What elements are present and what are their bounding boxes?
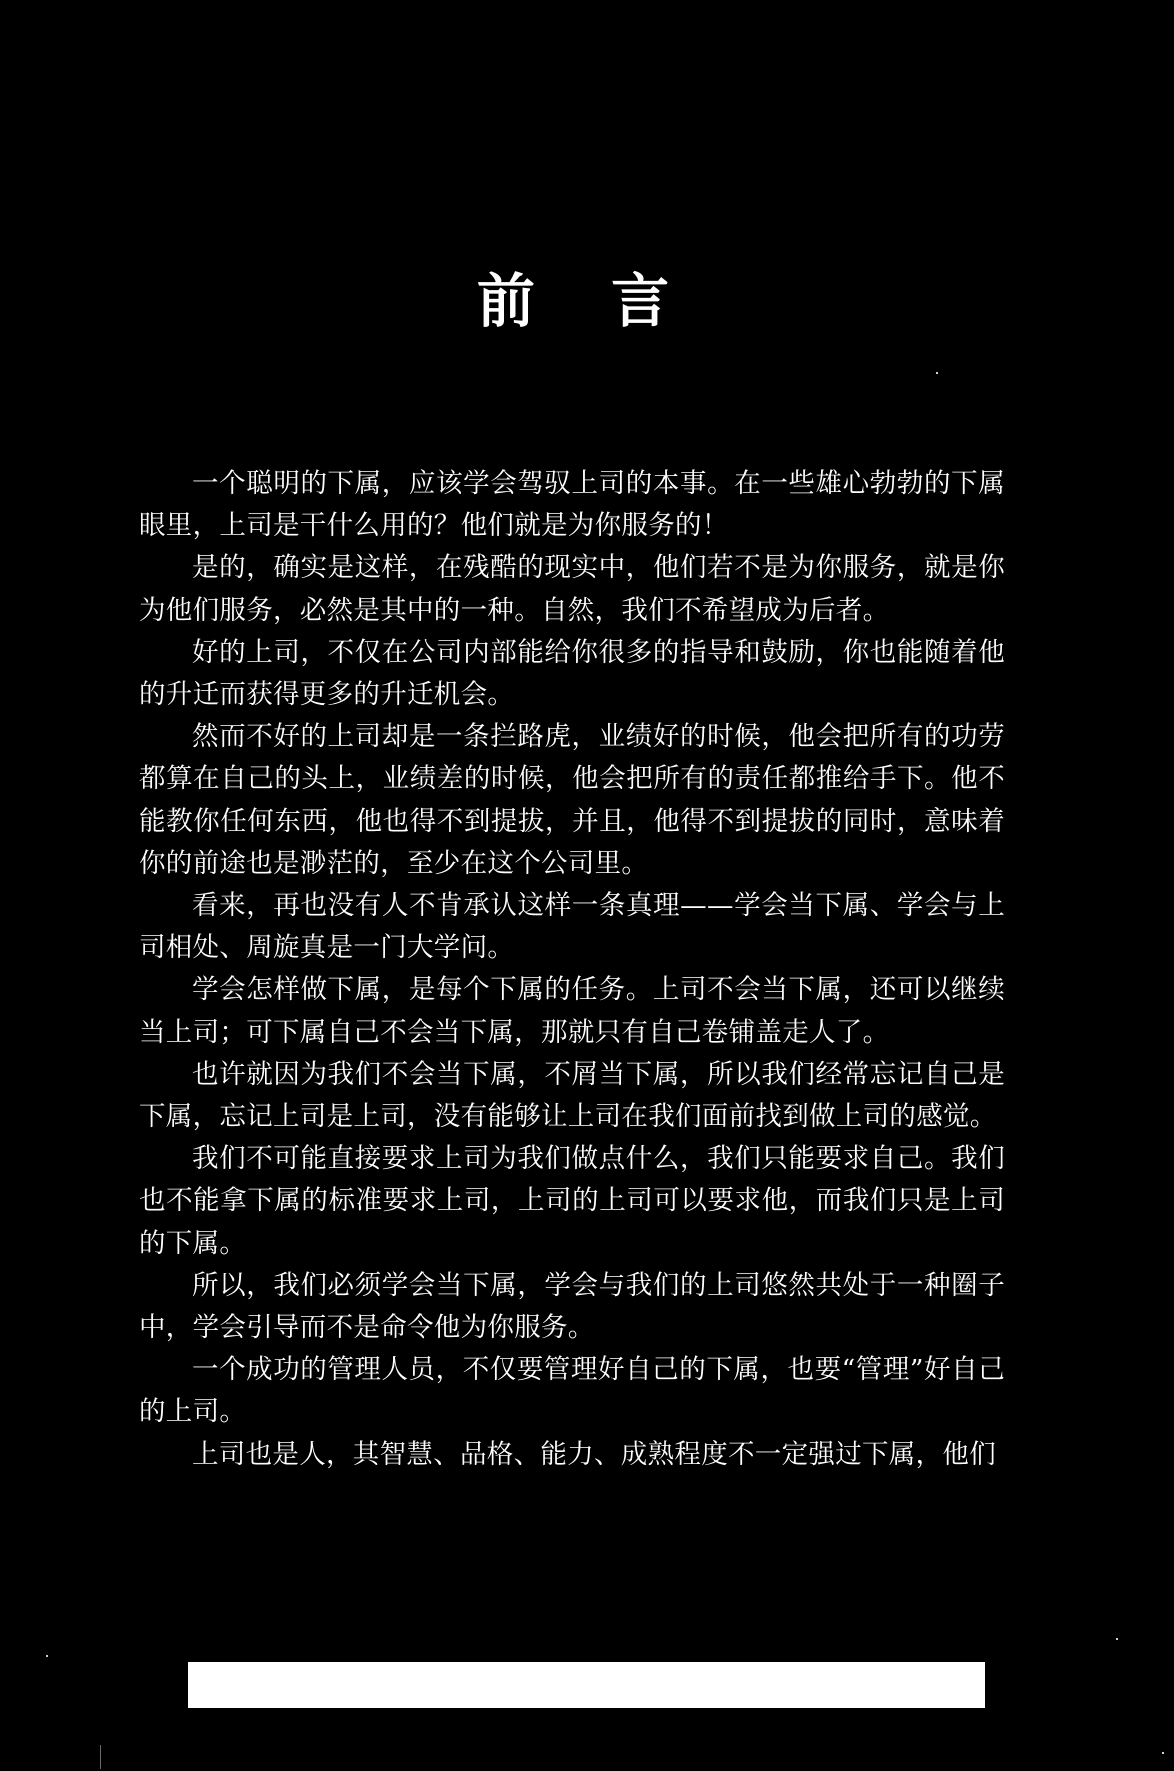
scan-edge-line	[100, 1745, 101, 1769]
paragraph: 一个成功的管理人员，不仅要管理好自己的下属，也要“管理”好自己的上司。	[139, 1354, 1005, 1428]
paragraph: 好的上司，不仅在公司内部能给你很多的指导和鼓励，你也能随着他的升迁而获得更多的升迁机会。	[139, 636, 1005, 711]
paragraph: 是的，确实是这样，在残酷的现实中，他们若不是为你服务，就是你为他们服务，必然是其中的一种。自然，我们不希望成为后者。	[139, 552, 1005, 626]
paragraph: 我们不可能直接要求上司为我们做点什么，我们只能要求自己。我们也不能拿下属的标准要求上司，上司的上司可以要求他，而我们只是上司的下属。	[139, 1143, 1005, 1259]
preface-body	[139, 463, 1005, 1476]
paragraph: 看来，再也没有人不肯承认这样一条真理——学会当下属、学会与上司相处、周旋真是一门大学问。	[139, 890, 1005, 964]
page-title: 前 言	[476, 267, 698, 335]
scan-speck	[46, 1655, 48, 1657]
scan-speck	[1116, 1638, 1118, 1640]
paragraph: 一个聪明的下属，应该学会驾驭上司的本事。在一些雄心勃勃的下属眼里，上司是干什么用的？他们就是为你服务的！	[139, 468, 1005, 542]
scan-speck	[936, 372, 938, 374]
paragraph: 上司也是人，其智慧、品格、能力、成熟程度不一定强过下属，他们	[192, 1438, 996, 1470]
paragraph: 所以，我们必须学会当下属，学会与我们的上司悠然共处于一种圈子中，学会引导而不是命令他为你服务。	[139, 1269, 1005, 1344]
footer-bar	[188, 1662, 985, 1708]
paragraph: 学会怎样做下属，是每个下属的任务。上司不会当下属，还可以继续当上司；可下属自己不会当下属，那就只有自己卷铺盖走人了。	[139, 974, 1005, 1048]
paragraph: 也许就因为我们不会当下属，不屑当下属，所以我们经常忘记自己是下属，忘记上司是上司，没有能够让上司在我们面前找到做上司的感觉。	[139, 1058, 1005, 1133]
scan-speck	[1162, 1752, 1164, 1754]
paragraph: 然而不好的上司却是一条拦路虎，业绩好的时候，他会把所有的功劳都算在自己的头上，业绩差的时候，他会把所有的责任都推给手下。他不能教你任何东西，他也得不到提拔，并且，他得不到提拔的同时，意味着你的前途也是渺茫的，至少在这个公司里。	[139, 721, 1005, 879]
